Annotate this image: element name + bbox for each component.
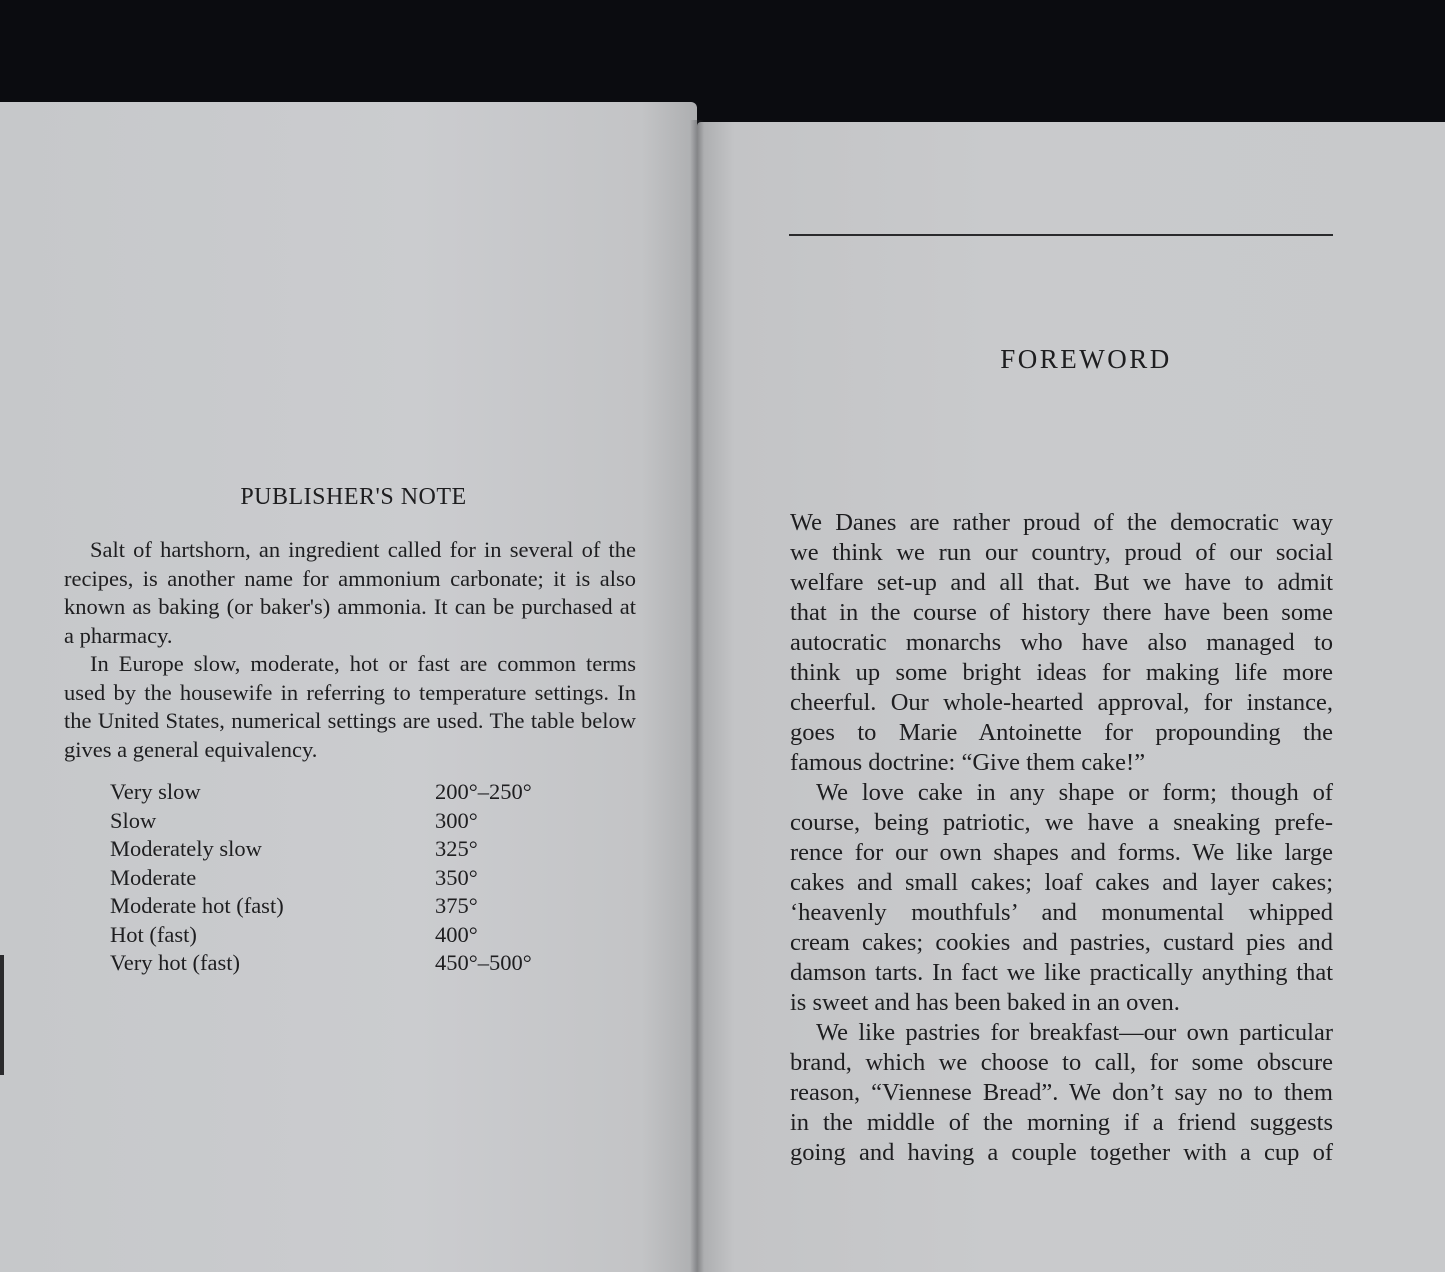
oven-setting: Moderate hot (fast) (110, 893, 284, 918)
foreword-heading (697, 344, 1445, 375)
oven-temperature: 400° (435, 921, 478, 947)
table-row (110, 864, 570, 893)
oven-temperature: 450°–500° (435, 950, 532, 975)
table-row (110, 835, 570, 864)
text-line: course, being patriotic, we have a sneaking prefe- (790, 809, 1333, 836)
oven-temperature: 325° (435, 836, 478, 861)
oven-setting: Very hot (fast) (110, 950, 240, 975)
text-line: ‘heavenly mouthfuls’ and monumental whipped (790, 899, 1333, 926)
paragraph: In Europe slow, moderate, hot or fast are common terms used by the housewife in referring to temperature settings. In the United States, numerical settings are used. The table below gives a general equivalency. (64, 651, 636, 762)
text-line: think up some bright ideas for making life more (790, 659, 1333, 686)
oven-temperature: 350° (435, 864, 478, 890)
header-rule (789, 234, 1333, 236)
open-book (0, 100, 1445, 1272)
table-row (110, 778, 570, 807)
oven-temperature: 300° (435, 807, 478, 833)
text-line: brand, which we choose to call, for some obscure (790, 1049, 1333, 1076)
oven-setting: Slow (110, 807, 157, 833)
text-line: cheerful. Our whole-hearted approval, for instance, (790, 689, 1333, 716)
publishers-note-heading (0, 484, 697, 511)
page-edge-shadow (0, 955, 4, 1075)
paragraph: Salt of hartshorn, an ingredient called for in several of the recipes, is another name for ammonium carbonate; it is also known as baking (or baker's) ammonia. It can be purchased at a pharmacy. (64, 537, 636, 648)
table-row (110, 892, 570, 921)
book-gutter (690, 120, 704, 1272)
text-line: welfare set-up and all that. But we have to admit (790, 569, 1333, 596)
text-line: that in the course of history there have been some (790, 599, 1333, 626)
text-line: autocratic monarchs who have also managed to (790, 629, 1333, 656)
text-line: We like pastries for breakfast—our own particular (816, 1019, 1333, 1046)
table-row (110, 807, 570, 836)
text-line: We Danes are rather proud of the democratic way (790, 509, 1333, 536)
oven-setting: Moderate (110, 864, 197, 890)
text-line: cream cakes; cookies and pastries, custard pies and (790, 929, 1333, 956)
oven-temperature: 375° (435, 893, 478, 918)
right-page (697, 122, 1445, 1272)
text-line: cakes and small cakes; loaf cakes and layer cakes; (790, 869, 1333, 896)
table-row (110, 921, 570, 950)
text-line: is sweet and has been baked in an oven. (790, 989, 1180, 1016)
temperature-table (110, 778, 570, 978)
text-line: We love cake in any shape or form; though of (816, 779, 1333, 806)
left-page (0, 102, 697, 1272)
text-line: goes to Marie Antoinette for propounding the (790, 719, 1333, 746)
text-line: rence for our own shapes and forms. We like large (790, 839, 1333, 866)
text-line: going and having a couple together with a cup of (790, 1139, 1333, 1166)
oven-setting: Very slow (110, 779, 201, 804)
oven-setting: Moderately slow (110, 836, 262, 861)
publishers-note-body (64, 536, 636, 764)
foreword-title: FOREWORD (1000, 344, 1172, 374)
text-line: reason, “Viennese Bread”. We don’t say no to them (790, 1079, 1333, 1106)
foreword-body (790, 508, 1333, 1168)
text-line: famous doctrine: “Give them cake!” (790, 749, 1146, 776)
oven-temperature: 200°–250° (435, 779, 532, 804)
text-line: we think we run our country, proud of our social (790, 539, 1333, 566)
text-line: damson tarts. In fact we like practically anything that (790, 959, 1333, 986)
oven-setting: Hot (fast) (110, 921, 197, 947)
table-row (110, 949, 570, 978)
publishers-note-title: PUBLISHER'S NOTE (240, 484, 467, 510)
text-line: in the middle of the morning if a friend suggests (790, 1109, 1333, 1136)
